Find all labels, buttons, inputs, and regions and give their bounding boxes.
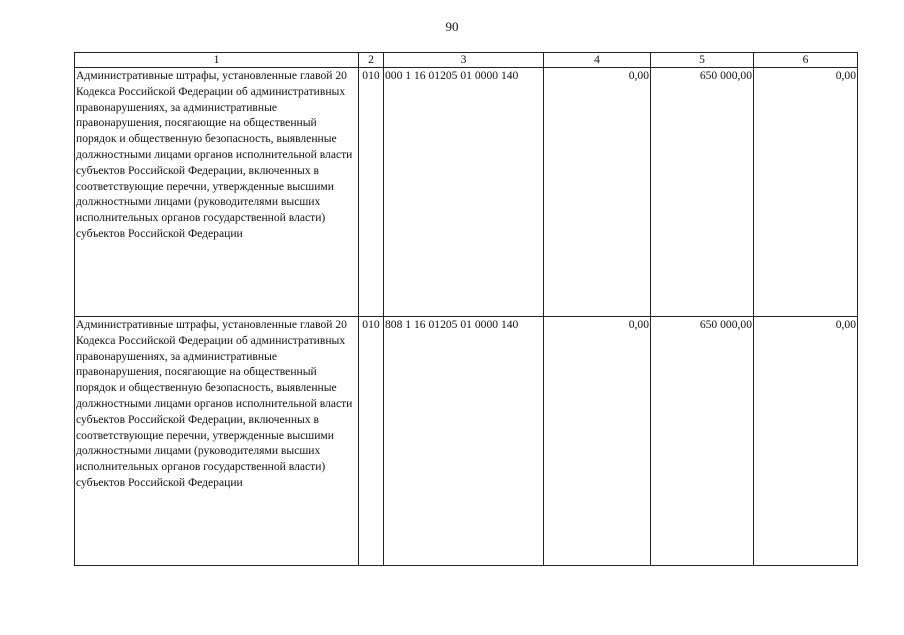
header-row xyxy=(75,53,858,68)
row-value-col5: 650 000,00 xyxy=(651,68,754,317)
row-value-col6: 0,00 xyxy=(754,68,858,317)
table-header xyxy=(75,53,858,68)
report-table xyxy=(74,52,858,566)
row-description: Административные штрафы, установленные главой 20 Кодекса Российской Федерации об административных правонарушениях, за административные правонарушения, посягающие на общественный порядок и общественную безопасность, выявленные должностными лицами органов исполнительной власти субъектов Российской Федерации, включенных в соответствующие перечни, утвержденные высшими должностными лицами (руководителями высших исполнительных органов государственной власти) субъектов Российской Федерации xyxy=(75,68,359,317)
header-col-2: 2 xyxy=(359,53,384,68)
row-value-col6: 0,00 xyxy=(754,317,858,566)
table-row xyxy=(75,317,858,566)
row-line-code: 010 xyxy=(359,68,384,317)
header-col-6: 6 xyxy=(754,53,858,68)
row-budget-code: 000 1 16 01205 01 0000 140 xyxy=(384,68,544,317)
table-row xyxy=(75,68,858,317)
row-value-col4: 0,00 xyxy=(544,68,651,317)
header-col-5: 5 xyxy=(651,53,754,68)
header-col-1: 1 xyxy=(75,53,359,68)
row-budget-code: 808 1 16 01205 01 0000 140 xyxy=(384,317,544,566)
header-col-4: 4 xyxy=(544,53,651,68)
row-line-code: 010 xyxy=(359,317,384,566)
row-value-col4: 0,00 xyxy=(544,317,651,566)
page-number: 90 xyxy=(445,19,459,34)
row-value-col5: 650 000,00 xyxy=(651,317,754,566)
table-body xyxy=(75,68,858,566)
row-description: Административные штрафы, установленные главой 20 Кодекса Российской Федерации об административных правонарушениях, за административные правонарушения, посягающие на общественный порядок и общественную безопасность, выявленные должностными лицами органов исполнительной власти субъектов Российской Федерации, включенных в соответствующие перечни, утвержденные высшими должностными лицами (руководителями высших исполнительных органов государственной власти) субъектов Российской Федерации xyxy=(75,317,359,566)
header-col-3: 3 xyxy=(384,53,544,68)
